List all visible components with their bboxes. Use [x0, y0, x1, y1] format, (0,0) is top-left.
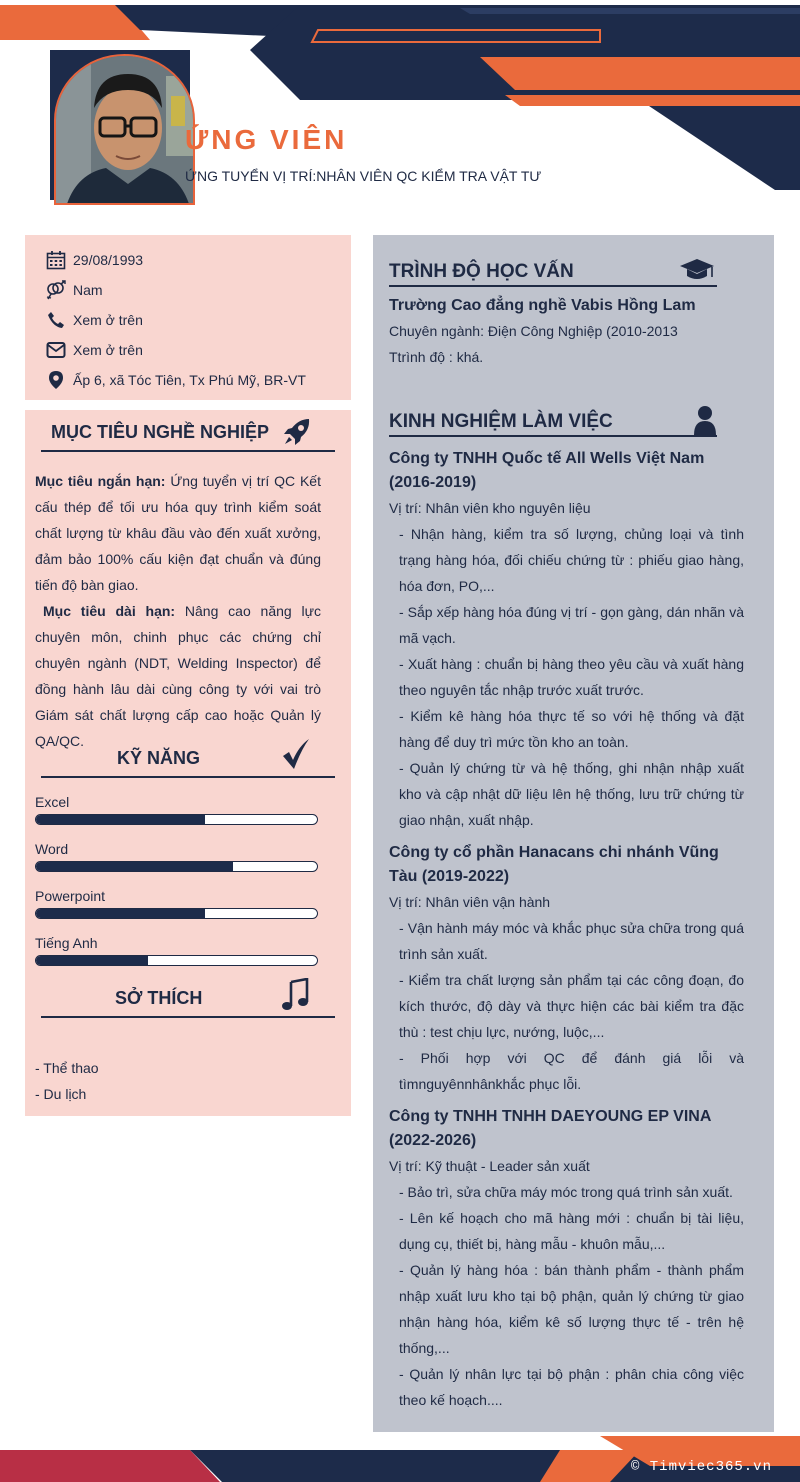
- job-duty: - Bảo trì, sửa chữa máy móc trong quá trình sản xuất.: [399, 1184, 733, 1200]
- company-name: Công ty TNHH Quốc tế All Wells Việt Nam (2016-2019): [389, 450, 705, 491]
- checkmark-icon: [281, 738, 311, 775]
- address-text: Ấp 6, xã Tóc Tiên, Tx Phú Mỹ, BR-VT: [73, 372, 306, 388]
- person-icon: [693, 405, 717, 440]
- skill-label: Tiếng Anh: [35, 935, 98, 951]
- left-panel: [25, 410, 351, 1116]
- long-term-text: Nâng cao năng lực chuyên môn, chinh phục các chứng chỉ chuyên ngành (NDT, Welding Inspector) để đồng hành lâu dài cùng công ty với vai trò Giám sát chất lượng cấp cao hoặc Quản lý QA/QC.: [35, 603, 321, 749]
- skill-bar: [35, 908, 318, 919]
- school-name: Trường Cao đẳng nghề Vabis Hồng Lam: [389, 297, 696, 314]
- skill-word: [35, 841, 318, 872]
- avatar: [50, 50, 195, 205]
- skill-label: Word: [35, 841, 69, 857]
- hobbies-header: [41, 976, 335, 1018]
- short-term-text: Ứng tuyển vị trí QC Kết cấu thép để tối ưu hóa quy trình kiểm soát chất lượng từ khâu đầu vào đến xuất xưởng, đảm bảo 100% cấu kiện đạt chuẩn và đúng tiến độ bàn giao.: [35, 473, 321, 593]
- job-duty: - Kiểm tra chất lượng sản phẩm tại các công đoạn, đo kích thước, độ dày và thực hiện các bài kiểm tra đặc thù : test chịu lực, nướng, luộc,...: [399, 972, 744, 1040]
- experience-content: [389, 447, 744, 1413]
- phone-icon: [45, 309, 67, 331]
- job-duty: - Nhận hàng, kiểm tra số lượng, chủng loại và tình trạng hàng hóa, đối chiếu chứng từ : phiếu giao hàng, hóa đơn, PO,...: [399, 526, 744, 594]
- job-duty: - Quản lý chứng từ và hệ thống, ghi nhận nhập xuất kho và cập nhật dữ liệu lên hệ thống, lưu trữ chứng từ giao nhận, xuất nhập.: [399, 760, 744, 828]
- job-duty: - Vận hành máy móc và khắc phục sửa chữa trong quá trình sản xuất.: [399, 920, 744, 962]
- skill-powerpoint: [35, 888, 318, 919]
- contact-address: [25, 365, 351, 395]
- skill-bar: [35, 814, 318, 825]
- job-duty: - Kiểm kê hàng hóa thực tế so với hệ thống và đặt hàng để duy trì mức tồn kho an toàn.: [399, 708, 744, 750]
- job-duty: - Quản lý nhân lực tại bộ phận : phân chia công việc theo kế hoạch....: [399, 1366, 744, 1408]
- job-1: [389, 447, 744, 833]
- job-duty: - Quản lý hàng hóa : bán thành phẩm - thành phẩm nhập xuất lưu kho tại bộ phận, quản lý chứng từ giao nhận hàng hóa, kiểm kê số lượng thực tế - trên hệ thống,...: [399, 1262, 744, 1356]
- watermark: © Timviec365.vn: [630, 1459, 772, 1475]
- skill-bar: [35, 955, 318, 966]
- contact-phone: [25, 305, 351, 335]
- skill-label: Excel: [35, 794, 70, 810]
- job-role: Vị trí: Kỹ thuật - Leader sản xuất: [389, 1158, 590, 1174]
- music-note-icon: [281, 978, 309, 1017]
- job-3: [389, 1105, 744, 1413]
- avatar-photo: [54, 54, 195, 205]
- skill-label: Powerpoint: [35, 888, 106, 904]
- company-name: Công ty cổ phần Hanacans chi nhánh Vũng Tàu (2019-2022): [389, 844, 719, 885]
- calendar-icon: [45, 249, 67, 271]
- skills-title: KỸ NĂNG: [117, 748, 201, 768]
- contact-gender: [25, 275, 351, 305]
- graduation-cap-icon: [679, 257, 715, 288]
- short-term-label: Mục tiêu ngắn hạn:: [35, 473, 166, 489]
- company-name: Công ty TNHH TNHH DAEYOUNG EP VINA (2022-2026): [389, 1108, 711, 1149]
- short-term-objective: [35, 468, 321, 598]
- skill-bar-fill: [36, 956, 148, 965]
- job-role: Vị trí: Nhân viên vận hành: [389, 894, 551, 910]
- objective-text: [35, 468, 321, 754]
- job-role: Vị trí: Nhân viên kho nguyên liệu: [389, 500, 591, 516]
- long-term-label: Mục tiêu dài hạn:: [43, 603, 176, 619]
- skill-bar-fill: [36, 909, 205, 918]
- objective-title: MỤC TIÊU NGHỀ NGHIỆP: [51, 422, 270, 442]
- skill-excel: [35, 794, 318, 825]
- education-content: [389, 294, 744, 370]
- education-header: [389, 255, 717, 287]
- major-text: Chuyên ngành: Điện Công Nghiệp (2010-2013: [389, 323, 678, 339]
- rocket-icon: [281, 416, 313, 453]
- experience-header: [389, 405, 717, 437]
- email-text: Xem ở trên: [73, 342, 143, 358]
- grade-text: Ttrình độ : khá.: [389, 349, 484, 365]
- objective-header: [41, 410, 335, 452]
- skill-bar-fill: [36, 862, 233, 871]
- hobbies-title: SỞ THÍCH: [115, 988, 203, 1008]
- birthday-text: 29/08/1993: [73, 252, 144, 268]
- skill-bar-fill: [36, 815, 205, 824]
- candidate-name: ỨNG VIÊN: [185, 124, 348, 155]
- job-duty: - Xuất hàng : chuẩn bị hàng theo yêu cầu và xuất hàng theo nguyên tắc nhập trước xuất trước.: [399, 656, 744, 698]
- hobby-item: - Du lịch: [35, 1086, 87, 1102]
- right-panel: [373, 235, 774, 1432]
- gender-text: Nam: [73, 282, 103, 298]
- contact-panel: [25, 235, 351, 400]
- job-duty: - Sắp xếp hàng hóa đúng vị trí - gọn gàng, dán nhãn và mã vạch.: [399, 604, 744, 646]
- education-title: TRÌNH ĐỘ HỌC VẤN: [389, 261, 574, 282]
- person-photo-icon: [56, 56, 195, 205]
- long-term-objective: [35, 598, 321, 754]
- job-duty: - Lên kế hoạch cho mã hàng mới : chuẩn bị tài liệu, dụng cụ, thiết bị, hàng mẫu - khuôn mẫu,...: [399, 1210, 744, 1252]
- experience-title: KINH NGHIỆM LÀM VIỆC: [389, 411, 613, 432]
- gender-icon: [45, 279, 67, 301]
- skill-english: [35, 935, 318, 966]
- skill-bar: [35, 861, 318, 872]
- phone-text: Xem ở trên: [73, 312, 143, 328]
- job-duty: - Phối hợp với QC để đánh giá lỗi và tìmnguyênnhânkhắc phục lỗi.: [399, 1050, 744, 1092]
- contact-birthday: [25, 245, 351, 275]
- email-icon: [45, 339, 67, 361]
- skills-header: [41, 736, 335, 778]
- job-2: [389, 841, 744, 1097]
- hobby-item: - Thể thao: [35, 1060, 99, 1076]
- location-icon: [45, 369, 67, 391]
- applied-position: ỨNG TUYỂN VỊ TRÍ:NHÂN VIÊN QC KIỂM TRA VẬT TƯ: [185, 168, 542, 184]
- contact-email: [25, 335, 351, 365]
